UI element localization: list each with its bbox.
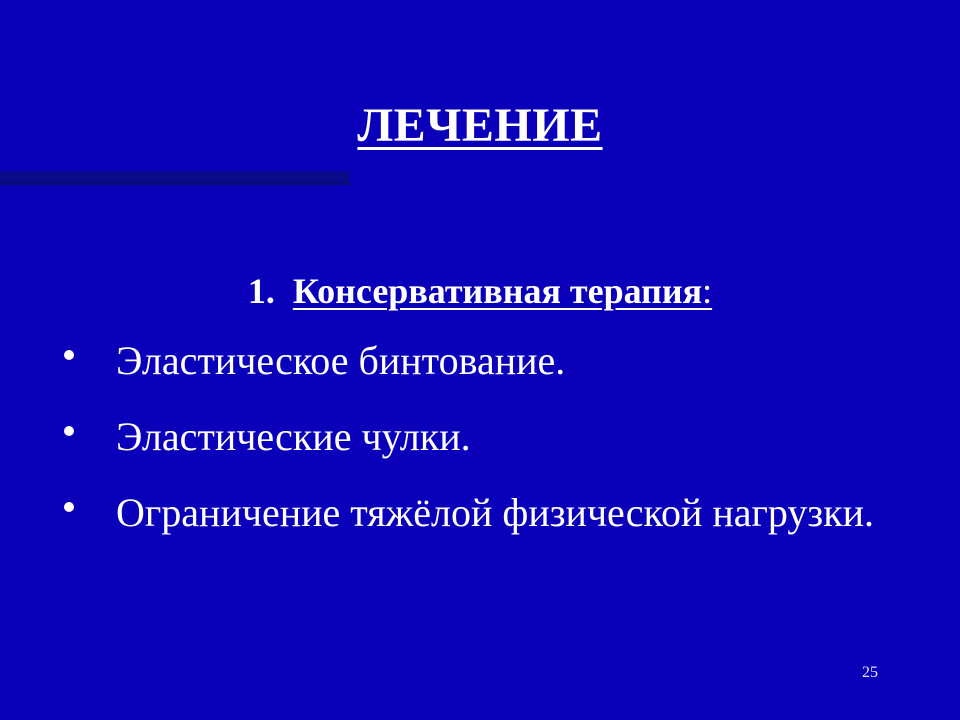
bullet-dot-icon (64, 426, 74, 436)
bullet-text: Ограничение тяжёлой физической нагрузки. (116, 490, 875, 535)
section-heading-text: Консервативная терапия (292, 271, 703, 311)
bullet-dot-icon (64, 502, 74, 512)
bullet-list (60, 336, 920, 564)
section-heading-colon: : (702, 271, 713, 311)
bullet-text: Эластические чулки. (116, 414, 471, 459)
slide-title: ЛЕЧЕНИЕ (357, 99, 603, 152)
bullet-text: Эластическое бинтование. (116, 338, 566, 383)
section-number: 1. (247, 271, 275, 311)
bullet-dot-icon (64, 350, 74, 360)
bullet-item (60, 488, 920, 538)
section-heading (0, 268, 960, 314)
page-number: 25 (862, 664, 878, 681)
bullet-item (60, 336, 920, 386)
title-divider (0, 171, 350, 185)
bullet-item (60, 412, 920, 462)
